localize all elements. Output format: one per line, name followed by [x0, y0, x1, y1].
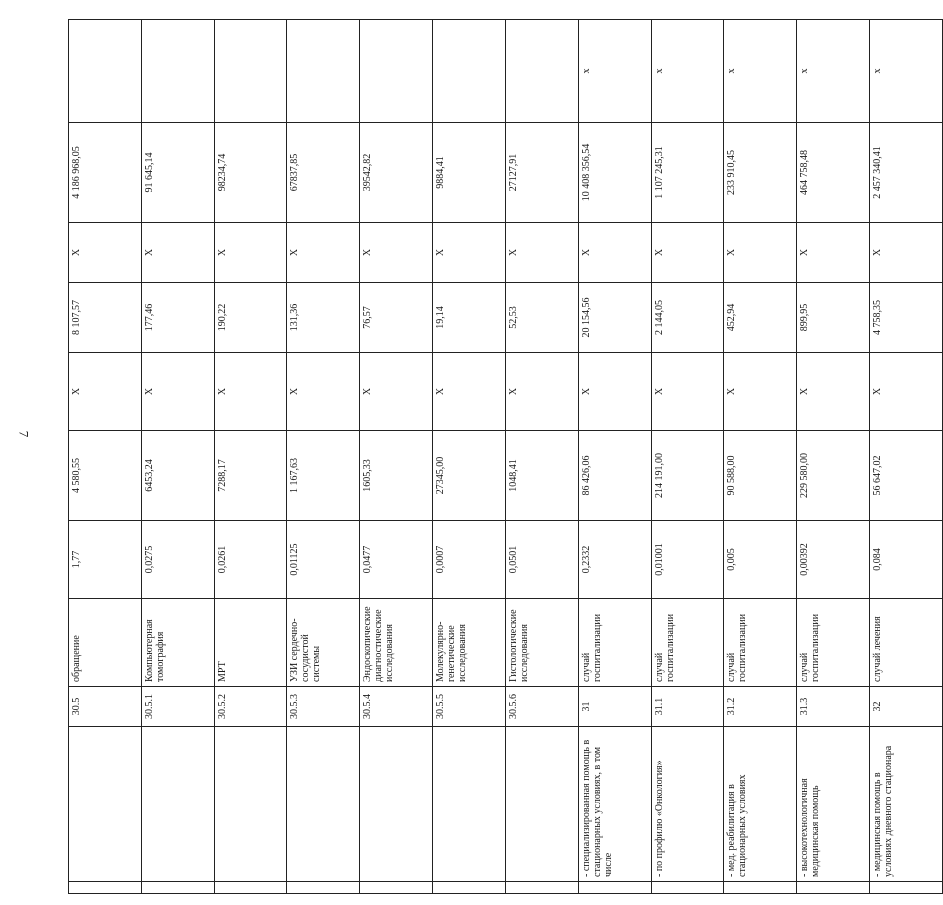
cell-c3: X — [69, 223, 142, 283]
table-row — [724, 20, 797, 894]
table-body — [69, 20, 943, 894]
cell-norm: 0,0007 — [433, 521, 506, 599]
page-number: 7 — [16, 430, 32, 438]
cell-c3: X — [797, 223, 870, 283]
cell-c2: 52,53 — [505, 283, 578, 353]
cell-norm: 0,0501 — [505, 521, 578, 599]
cell-c1: X — [724, 353, 797, 431]
cell-norm: 0,01125 — [287, 521, 360, 599]
cell-norm: 0,00392 — [797, 521, 870, 599]
cell-desc — [433, 727, 506, 882]
cell-num: 30.5 — [69, 687, 142, 727]
cell-c1: X — [505, 353, 578, 431]
cell-c4: 98234,74 — [214, 123, 287, 223]
edge-cell — [141, 882, 214, 894]
cell-unit: случай госпитализации — [651, 599, 724, 687]
cell-cost: 1 167,63 — [287, 431, 360, 521]
cell-c4: 91 645,14 — [141, 123, 214, 223]
table-row — [870, 20, 943, 894]
cell-c2: 177,46 — [141, 283, 214, 353]
cell-desc — [505, 727, 578, 882]
cell-c5 — [360, 20, 433, 123]
cell-c5: x — [797, 20, 870, 123]
cell-num: 30.5.6 — [505, 687, 578, 727]
cell-c3: X — [214, 223, 287, 283]
edge-cell — [69, 882, 142, 894]
cell-desc — [287, 727, 360, 882]
cell-num: 32 — [870, 687, 943, 727]
table-row — [505, 20, 578, 894]
cell-c2: 452,94 — [724, 283, 797, 353]
cell-norm: 0,0275 — [141, 521, 214, 599]
table-row — [651, 20, 724, 894]
cell-cost: 7288,17 — [214, 431, 287, 521]
cell-num: 31.1 — [651, 687, 724, 727]
cell-desc: - высокотехнологичная медицинская помощь — [797, 727, 870, 882]
cell-desc: - специализированная помощь в стационарных условиях, в том числе — [578, 727, 651, 882]
edge-cell — [870, 882, 943, 894]
table-row — [214, 20, 287, 894]
cell-desc — [69, 727, 142, 882]
cell-desc — [360, 727, 433, 882]
cell-unit: случай госпитализации — [578, 599, 651, 687]
cell-norm: 0,0261 — [214, 521, 287, 599]
cell-c2: 131,36 — [287, 283, 360, 353]
edge-cell — [214, 882, 287, 894]
cell-desc — [141, 727, 214, 882]
edge-cell — [651, 882, 724, 894]
cell-c4: 9884,41 — [433, 123, 506, 223]
cell-c5: x — [870, 20, 943, 123]
cell-num: 30.5.3 — [287, 687, 360, 727]
cell-unit: МРТ — [214, 599, 287, 687]
cell-c1: X — [578, 353, 651, 431]
cell-c2: 8 107,57 — [69, 283, 142, 353]
cell-c5 — [287, 20, 360, 123]
cell-c4: 4 186 968,05 — [69, 123, 142, 223]
cell-cost: 1048,41 — [505, 431, 578, 521]
cell-c4: 2 457 340,41 — [870, 123, 943, 223]
cell-num: 31.3 — [797, 687, 870, 727]
cell-cost: 1605,33 — [360, 431, 433, 521]
cell-c3: X — [433, 223, 506, 283]
cell-c4: 67837,85 — [287, 123, 360, 223]
cell-c1: X — [870, 353, 943, 431]
cell-cost: 56 647,02 — [870, 431, 943, 521]
cell-norm: 0,01001 — [651, 521, 724, 599]
cell-num: 31.2 — [724, 687, 797, 727]
table-row — [578, 20, 651, 894]
cell-c2: 20 154,56 — [578, 283, 651, 353]
edge-cell — [287, 882, 360, 894]
cell-c5 — [141, 20, 214, 123]
cell-desc: - медицинская помощь в условиях дневного стационара — [870, 727, 943, 882]
cell-unit: случай госпитализации — [797, 599, 870, 687]
cell-c4: 1 107 245,31 — [651, 123, 724, 223]
cell-c1: X — [360, 353, 433, 431]
cell-unit: Молекулярно-генетические исследования — [433, 599, 506, 687]
cell-c1: X — [287, 353, 360, 431]
cell-norm: 0,005 — [724, 521, 797, 599]
edge-cell — [360, 882, 433, 894]
cell-norm: 0,084 — [870, 521, 943, 599]
cell-c4: 10 408 356,54 — [578, 123, 651, 223]
cell-unit: Эндоскопические диагностические исследования — [360, 599, 433, 687]
table-row — [69, 20, 142, 894]
table-container — [68, 20, 895, 894]
cell-norm: 0,2332 — [578, 521, 651, 599]
cell-num: 30.5.2 — [214, 687, 287, 727]
cell-c3: X — [360, 223, 433, 283]
cell-c2: 4 758,35 — [870, 283, 943, 353]
cell-norm: 1,77 — [69, 521, 142, 599]
data-table — [68, 19, 943, 894]
cell-c1: X — [214, 353, 287, 431]
cell-c3: X — [287, 223, 360, 283]
cell-unit: УЗИ сердечно-сосудистой системы — [287, 599, 360, 687]
edge-cell — [578, 882, 651, 894]
cell-cost: 27345,00 — [433, 431, 506, 521]
cell-cost: 90 588,00 — [724, 431, 797, 521]
cell-c5: x — [651, 20, 724, 123]
cell-cost: 6453,24 — [141, 431, 214, 521]
cell-c2: 190,22 — [214, 283, 287, 353]
cell-num: 30.5.1 — [141, 687, 214, 727]
cell-c2: 2 144,05 — [651, 283, 724, 353]
edge-cell — [797, 882, 870, 894]
table-row — [141, 20, 214, 894]
cell-c1: X — [651, 353, 724, 431]
table-row — [797, 20, 870, 894]
cell-c2: 76,57 — [360, 283, 433, 353]
cell-c5 — [505, 20, 578, 123]
cell-desc — [214, 727, 287, 882]
cell-c4: 27127,91 — [505, 123, 578, 223]
edge-cell — [724, 882, 797, 894]
table-row — [360, 20, 433, 894]
table-row — [287, 20, 360, 894]
cell-c5 — [433, 20, 506, 123]
cell-num: 31 — [578, 687, 651, 727]
cell-unit: случай госпитализации — [724, 599, 797, 687]
cell-c3: X — [651, 223, 724, 283]
cell-c4: 464 758,48 — [797, 123, 870, 223]
cell-c5: x — [724, 20, 797, 123]
cell-c3: X — [724, 223, 797, 283]
cell-cost: 86 426,06 — [578, 431, 651, 521]
cell-num: 30.5.4 — [360, 687, 433, 727]
cell-c3: X — [505, 223, 578, 283]
cell-c3: X — [578, 223, 651, 283]
cell-desc: - по профилю «Онкология» — [651, 727, 724, 882]
cell-c1: X — [797, 353, 870, 431]
cell-cost: 4 580,55 — [69, 431, 142, 521]
cell-c3: X — [141, 223, 214, 283]
cell-c1: X — [141, 353, 214, 431]
cell-c5 — [69, 20, 142, 123]
cell-cost: 214 191,00 — [651, 431, 724, 521]
edge-cell — [433, 882, 506, 894]
cell-unit: случай лечения — [870, 599, 943, 687]
table-row — [433, 20, 506, 894]
cell-norm: 0,0477 — [360, 521, 433, 599]
cell-unit: Гистологические исследования — [505, 599, 578, 687]
cell-c2: 899,95 — [797, 283, 870, 353]
cell-c4: 39542,82 — [360, 123, 433, 223]
cell-c1: X — [433, 353, 506, 431]
cell-desc: - мед. реабилитация в стационарных условиях — [724, 727, 797, 882]
edge-cell — [505, 882, 578, 894]
cell-unit: обращение — [69, 599, 142, 687]
cell-num: 30.5.5 — [433, 687, 506, 727]
cell-c5 — [214, 20, 287, 123]
cell-c4: 233 910,45 — [724, 123, 797, 223]
cell-c5: x — [578, 20, 651, 123]
cell-c3: X — [870, 223, 943, 283]
cell-cost: 229 580,00 — [797, 431, 870, 521]
cell-c2: 19,14 — [433, 283, 506, 353]
cell-c1: X — [69, 353, 142, 431]
cell-unit: Компьютерная томография — [141, 599, 214, 687]
